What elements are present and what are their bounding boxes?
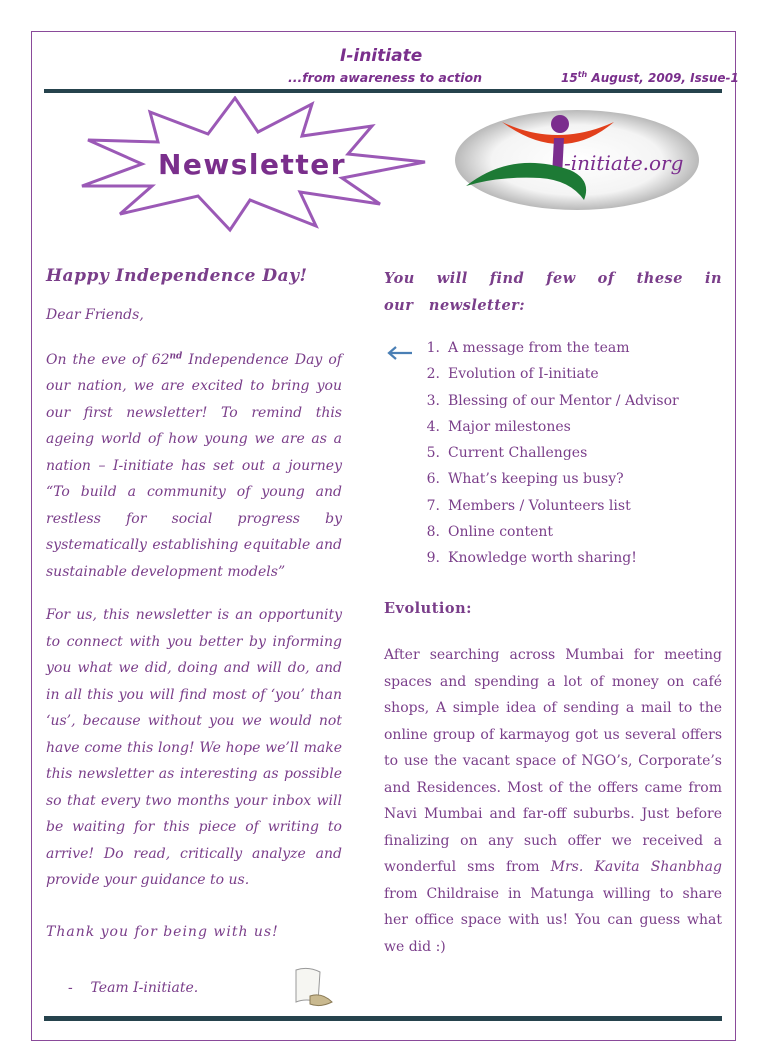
list-item-number: 8.: [426, 524, 440, 541]
signoff: [68, 980, 198, 996]
header-rule: [44, 89, 722, 93]
list-item-label: Major milestones: [448, 418, 571, 435]
intro-part-a: On the eve of 62: [46, 351, 170, 368]
list-item-label: Members / Volunteers list: [448, 497, 631, 514]
intro-sup: nd: [169, 350, 183, 361]
intro-paragraph: [46, 347, 342, 586]
issue-date: [561, 70, 739, 85]
list-item-number: 6.: [426, 471, 440, 488]
evolution-person: Mrs. Kavita Shanbhag: [550, 859, 722, 875]
list-item[interactable]: [384, 550, 679, 576]
list-item-label: What’s keeping us busy?: [448, 471, 624, 488]
masthead-title: I-initiate: [340, 46, 423, 66]
greeting: Dear Friends,: [46, 307, 144, 323]
list-item-number: 9.: [426, 550, 440, 567]
list-item-number: 3.: [426, 392, 440, 409]
evolution-part-a: After searching across Mumbai for meeting spaces and spending a lot of money on café shops, A simple idea of sending a mail to the online group of karmayog got us several offers to use the vacant space of NGO’s, Corporate’s and Residences. Most of the offers came from Navi Mumbai and far-off suburbs. Just before finalizing on any such offer we received a wonderful sms from: [384, 647, 722, 875]
left-column: [46, 266, 342, 945]
evolution-part-b: from Childraise in Matunga willing to share her office space with us! You can guess what we did :): [384, 885, 722, 955]
independence-day-heading: Happy Independence Day!: [46, 266, 308, 286]
date-suffix: th: [577, 70, 588, 79]
contents-heading: You will find few of these in our newsletter:: [384, 270, 722, 314]
date-rest: August, 2009, Issue-1: [587, 71, 739, 85]
list-item-label: Current Challenges: [448, 445, 588, 462]
list-item-number: 5.: [426, 445, 440, 462]
evolution-paragraph: [384, 642, 722, 960]
scroll-icon: [290, 966, 336, 1010]
list-item[interactable]: [384, 340, 679, 366]
evolution-heading: Evolution:: [384, 600, 472, 617]
list-item-number: 1.: [426, 340, 440, 356]
list-item-number: 7.: [426, 497, 440, 514]
logo-text: -initiate.org: [564, 151, 684, 175]
list-item[interactable]: [384, 393, 679, 419]
list-item[interactable]: [384, 524, 679, 550]
list-item[interactable]: [384, 498, 679, 524]
star-burst-icon: [80, 96, 436, 234]
signoff-team: Team I-initiate.: [90, 980, 199, 996]
list-item[interactable]: [384, 419, 679, 445]
date-day: 15: [561, 71, 578, 85]
list-item-number: 4.: [426, 418, 440, 435]
footer-rule: [44, 1016, 722, 1021]
list-item[interactable]: [384, 445, 679, 471]
signoff-dash: -: [68, 980, 73, 996]
list-item-label: Evolution of I-initiate: [448, 366, 599, 383]
list-item-label: Blessing of our Mentor / Advisor: [448, 392, 679, 409]
thanks-line: Thank you for being with us!: [46, 923, 279, 940]
list-item-label: Knowledge worth sharing!: [448, 550, 637, 567]
list-item-label: A message from the team: [448, 340, 630, 356]
newsletter-word: Newsletter: [157, 148, 347, 181]
list-item-label: Online content: [448, 524, 554, 541]
list-item[interactable]: [384, 366, 679, 392]
list-item-number: 2.: [426, 366, 440, 383]
contents-list: [384, 340, 679, 577]
intro-part-b: Independence Day of our nation, we are excited to bring you our first newsletter! To remind this ageing world of how young we are as a nation – I-initiate has set out a journey “To build a community of young and restless for social progress by systematically establishing equitable and sustainable development models”: [46, 351, 342, 580]
masthead-tagline: ...from awareness to action: [288, 70, 482, 85]
purpose-paragraph: For us, this newsletter is an opportunity to connect with you better by informing you what we did, doing and will do, and in all this you will find most of ‘you’ than ‘us’, because without you we would not have come this long! We hope we’ll make this newsletter as interesting as possible so that every two months your inbox will be waiting for this piece of writing to arrive! Do read, critically analyze and provide your guidance to us.: [46, 607, 342, 888]
right-column: [384, 266, 722, 955]
list-item[interactable]: [384, 471, 679, 497]
iinitiate-logo: [452, 108, 702, 218]
